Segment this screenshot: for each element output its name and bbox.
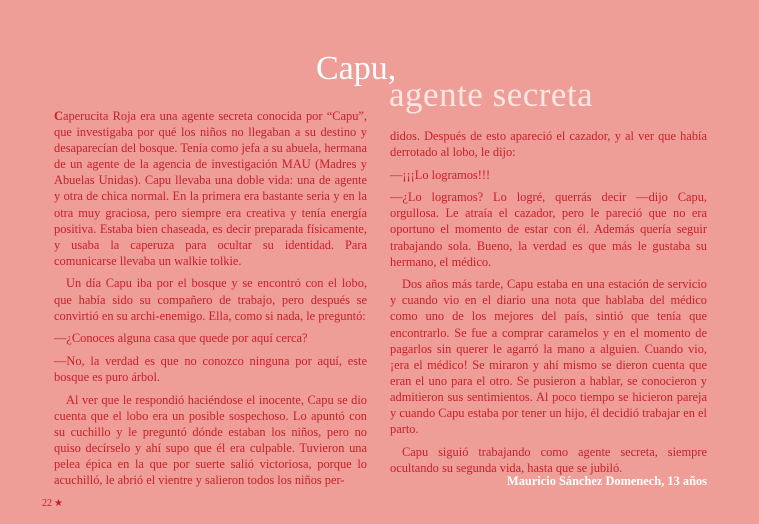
page-footer — [42, 498, 63, 509]
left-column — [54, 108, 367, 495]
drop-cap: C — [54, 109, 63, 123]
title-line-2: agente secreta — [389, 75, 594, 114]
dialogue-3: —¡¡¡Lo logramos!!! — [390, 167, 491, 182]
dialogue-4: —¿Lo logramos? Lo logré, querrás decir —dijo Capu, orgullosa. Le atraía el cazador, pero le pareció que no era oportuno el momento de estar con él. Además quería seguir trabajando sola. Bueno, la verdad es que más le gustaba su hermano, el médico. — [390, 190, 707, 269]
dialogue-1: —¿Conoces alguna casa que quede por aquí cerca? — [54, 331, 308, 346]
author-credit: Mauricio Sánchez Domenech, 13 años — [507, 474, 707, 488]
paragraph-2: Un día Capu iba por el bosque y se encontró con el lobo, que había sido su compañero de trabajo, pero después se convirtió en su archi-enemigo. Ella, como si nada, le preguntó: — [54, 276, 367, 323]
paragraph-1 — [54, 108, 367, 269]
page-number: 22 — [42, 498, 52, 509]
paragraph-1-text: aperucita Roja era una agente secreta conocida por “Capu”, que investigaba por qué los niños no llegaban a su destino y desaparecían del bosque. Tenía como jefa a su abuela, hermana de un agente de la agencia de investigación MAU (Madres y Abuelas Unidas). Capu llevaba una doble vida: una de agente y otra de chica normal. En la primera era bastante seria y en la otra muy graciosa, pero siempre era creativa y tenía energía positiva. Estaba bien chaseada, es decir preparada físicamente, y usaba la caperuza para ocultar su identidad. Para comunicarse llevaba un walkie tolkie. — [54, 109, 368, 268]
paragraph-5: Dos años más tarde, Capu estaba en una estación de servicio y cuando vio en el diario una nota que hablaba del médico como uno de los mejores del país, sintió que tenía que encontrarlo. Se fue a comprar caramelos y en el momento de pagarlos sin querer le agarró la mano a alguien. Cuando vio, ¡era el médico! Se miraron y ahí mismo se dieron cuenta que eran el uno para el otro. Se pusieron a hablar, se conocieron y admitieron sus sentimientos. Al poco tiempo se hicieron pareja y cuando Capu estaba por tener un hijo, él decidió trabajar en el parto. — [390, 277, 707, 437]
star-icon: ★ — [54, 498, 63, 509]
paragraph-6: Capu siguió trabajando como agente secreta, siempre ocultando su segunda vida, hasta que se jubiló. — [390, 444, 707, 475]
title-line-1: Capu, — [316, 50, 397, 87]
dialogue-2: —No, la verdad es que no conozco ninguna por aquí, este bosque es puro árbol. — [54, 353, 367, 384]
paragraph-4: didos. Después de esto apareció el cazador, y al ver que había derrotado al lobo, le dijo: — [390, 129, 707, 160]
right-column — [390, 128, 707, 482]
paragraph-3: Al ver que le respondió haciéndose el inocente, Capu se dio cuenta que el lobo era un posible sospechoso. Lo apuntó con su cuchillo y le preguntó dónde estaban los niños, pero no quiso decírselo y ahí supo que él era culpable. Tuvieron una pelea épica en la que por suerte salió victoriosa, porque lo acuchilló, le abrió el vientre y salieron todos los niños per- — [54, 392, 367, 487]
